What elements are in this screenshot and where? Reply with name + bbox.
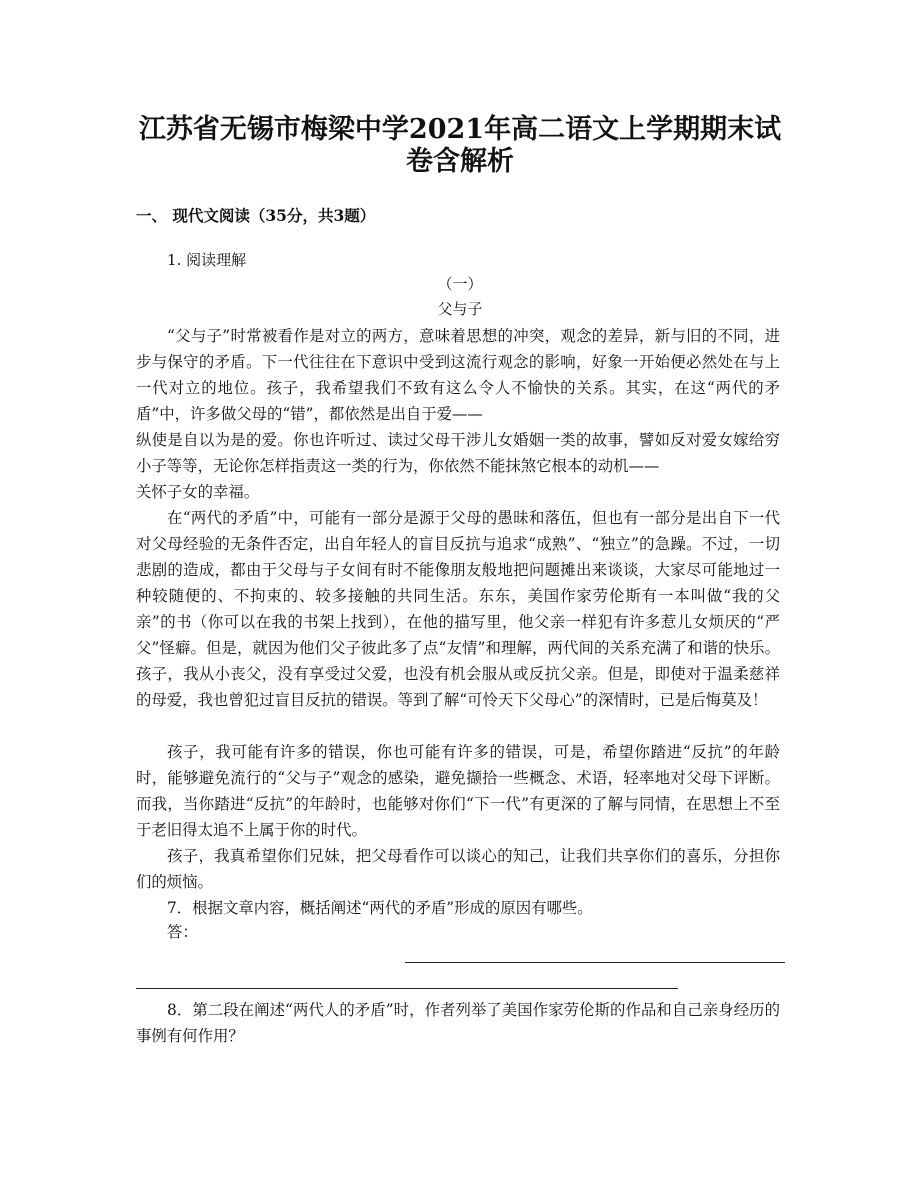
- question-7: 7．根据文章内容，概括阐述“两代的矛盾”形成的原因有哪些。: [167, 899, 593, 917]
- part-label: （一）: [437, 275, 483, 293]
- document-title-line-2: 卷含解析: [406, 146, 514, 177]
- section-heading: 一、 现代文阅读（35分，共3题）: [136, 206, 376, 225]
- question-8: 8．第二段在阐述“两代人的矛盾”时，作者列举了美国作家劳伦斯的作品和自己亲身经历的事例有何作用？: [136, 1001, 780, 1045]
- article-title: 父与子: [437, 300, 483, 318]
- answer-line-2: [136, 988, 678, 989]
- answer-label: 答：: [167, 923, 198, 941]
- question-1-label: 1. 阅读理解: [167, 251, 247, 269]
- article-paragraph-1-continued: 纵使是自以为是的爱。你也许听过、读过父母干涉儿女婚姻一类的故事，譬如反对爱女嫁给穷小子等等，无论你怎样指责这一类的行为，你依然不能抹煞它根本的动机——: [136, 431, 780, 475]
- answer-line-1: [405, 962, 785, 963]
- article-paragraph-1: “父与子”时常被看作是对立的两方，意味着思想的冲突，观念的差异，新与旧的不同，进步与保守的矛盾。下一代往往在下意识中受到这流行观念的影响，好象一开始便必然处在与上一代对立的地位。孩子，我希望我们不致有这么令人不愉快的关系。其实，在这“两代的矛盾”中，许多做父母的“错”，都依然是出自于爱——: [136, 327, 780, 423]
- article-paragraph-4: 孩子，我真希望你们兄妹，把父母看作可以谈心的知己，让我们共享你们的喜乐，分担你们的烦恼。: [136, 847, 780, 891]
- document-title-line-1: 江苏省无锡市梅梁中学2021年高二语文上学期期末试: [138, 114, 782, 145]
- article-paragraph-2: 在“两代的矛盾”中，可能有一部分是源于父母的愚昧和落伍，但也有一部分是出自下一代对父母经验的无条件否定，出自年轻人的盲目反抗与追求“成熟”、“独立”的急躁。不过，一切悲剧的造成，都由于父母与子女间有时不能像朋友般地把问题摊出来谈谈，大家尽可能地过一种较随便的、不拘束的、较多接触的共同生活。东东，美国作家劳伦斯有一本叫做“我的父亲”的书（你可以在我的书架上找到），在他的描写里，他父亲一样犯有许多惹儿女烦厌的“严父”怪癖。但是，就因为他们父子彼此多了点“友情”和理解，两代间的关系充满了和谐的快乐。孩子，我从小丧父，没有享受过父爱，也没有机会服从或反抗父亲。但是，即使对于温柔慈祥的母爱，我也曾犯过盲目反抗的错误。等到了解“可怜天下父母心”的深情时，已是后悔莫及！: [136, 509, 780, 709]
- article-paragraph-3: 孩子，我可能有许多的错误，你也可能有许多的错误，可是，希望你踏进“反抗”的年龄时，能够避免流行的“父与子”观念的感染，避免撷拾一些概念、术语，轻率地对父母下评断。而我，当你踏进“反抗”的年龄时，也能够对你们“下一代”有更深的了解与同情，在思想上不至于老旧得太追不上属于你的时代。: [136, 743, 780, 839]
- article-paragraph-1-end: 关怀子女的幸福。: [136, 483, 260, 501]
